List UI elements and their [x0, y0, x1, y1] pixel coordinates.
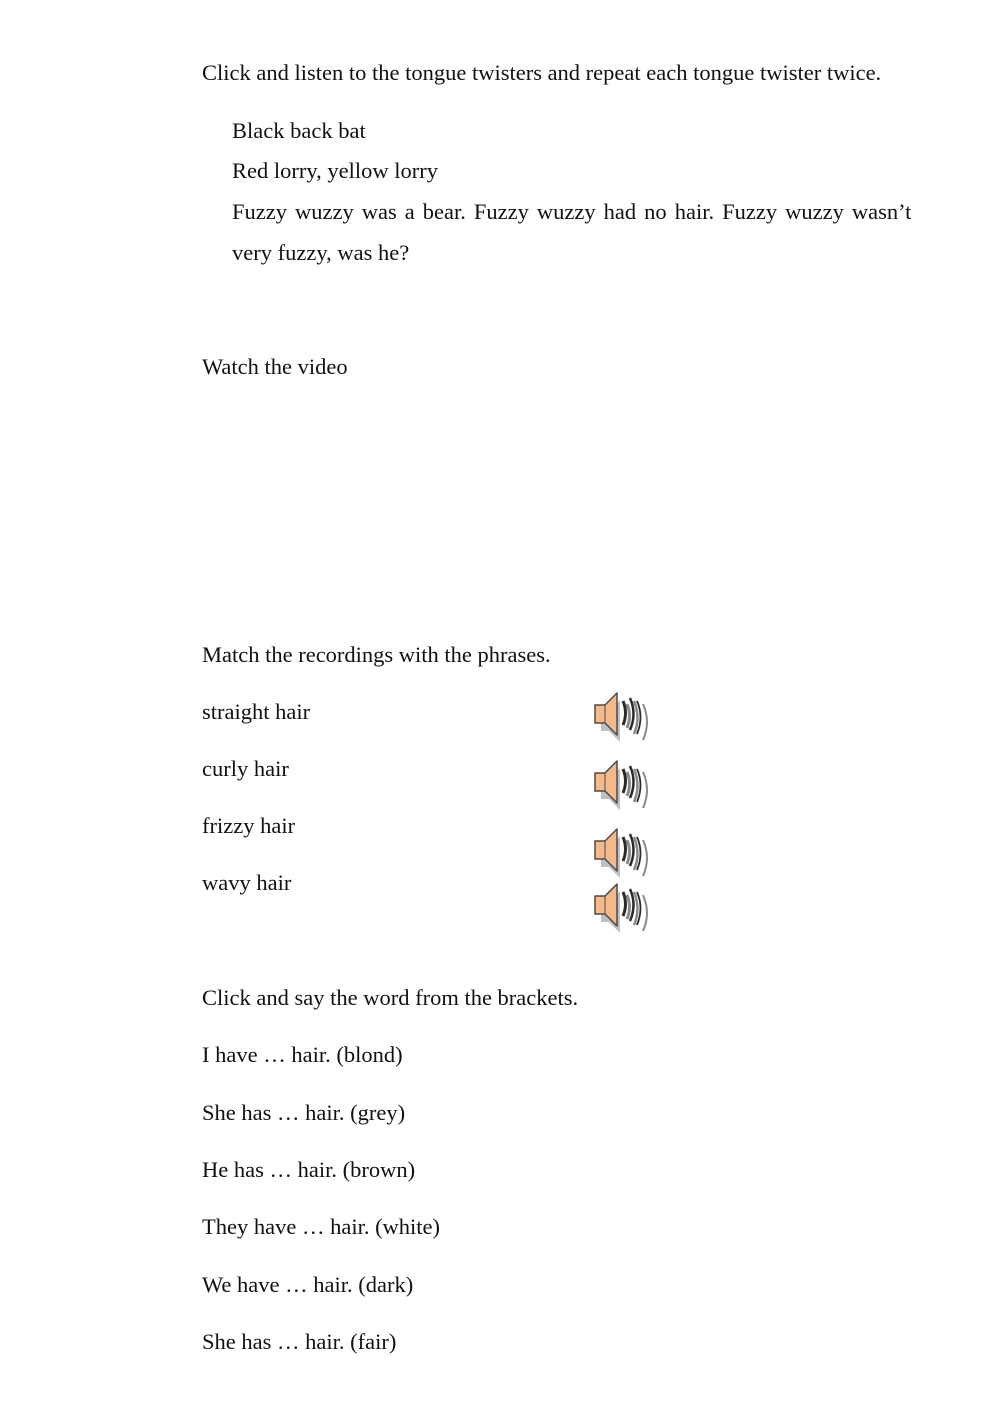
speaker-icon[interactable] [592, 881, 658, 933]
speaker-icon[interactable] [592, 758, 658, 810]
matching-instruction: Match the recordings with the phrases. [202, 642, 551, 667]
phrase-wavy-hair: wavy hair [202, 870, 292, 895]
sentence-grey[interactable]: She has … hair. (grey) [202, 1100, 406, 1125]
sentence-blond[interactable]: I have … hair. (blond) [202, 1042, 403, 1067]
sentence-fair[interactable]: She has … hair. (fair) [202, 1329, 397, 1354]
say-word-instruction: Click and say the word from the brackets. [202, 985, 579, 1010]
speaker-icon[interactable] [592, 690, 658, 742]
tongue-twister-red-lorry[interactable]: Red lorry, yellow lorry [232, 158, 438, 183]
phrase-curly-hair: curly hair [202, 756, 289, 781]
tongue-twister-black-back-bat[interactable]: Black back bat [232, 118, 366, 143]
sentence-white[interactable]: They have … hair. (white) [202, 1214, 441, 1239]
video-area[interactable] [202, 392, 802, 612]
tongue-twister-instruction: Click and listen to the tongue twisters and repeat each tongue twister twice. [202, 60, 882, 85]
phrase-frizzy-hair: frizzy hair [202, 813, 296, 838]
sentence-dark[interactable]: We have … hair. (dark) [202, 1272, 414, 1297]
sentence-brown[interactable]: He has … hair. (brown) [202, 1157, 416, 1182]
speaker-icon[interactable] [592, 826, 658, 878]
tongue-twister-fuzzy-wuzzy-line1[interactable]: Fuzzy wuzzy was a bear. Fuzzy wuzzy had no hair. Fuzzy wuzzy wasn’t [232, 199, 912, 224]
video-heading: Watch the video [202, 354, 348, 379]
phrase-straight-hair: straight hair [202, 699, 311, 724]
tongue-twister-fuzzy-wuzzy-line2[interactable]: very fuzzy, was he? [232, 240, 410, 265]
